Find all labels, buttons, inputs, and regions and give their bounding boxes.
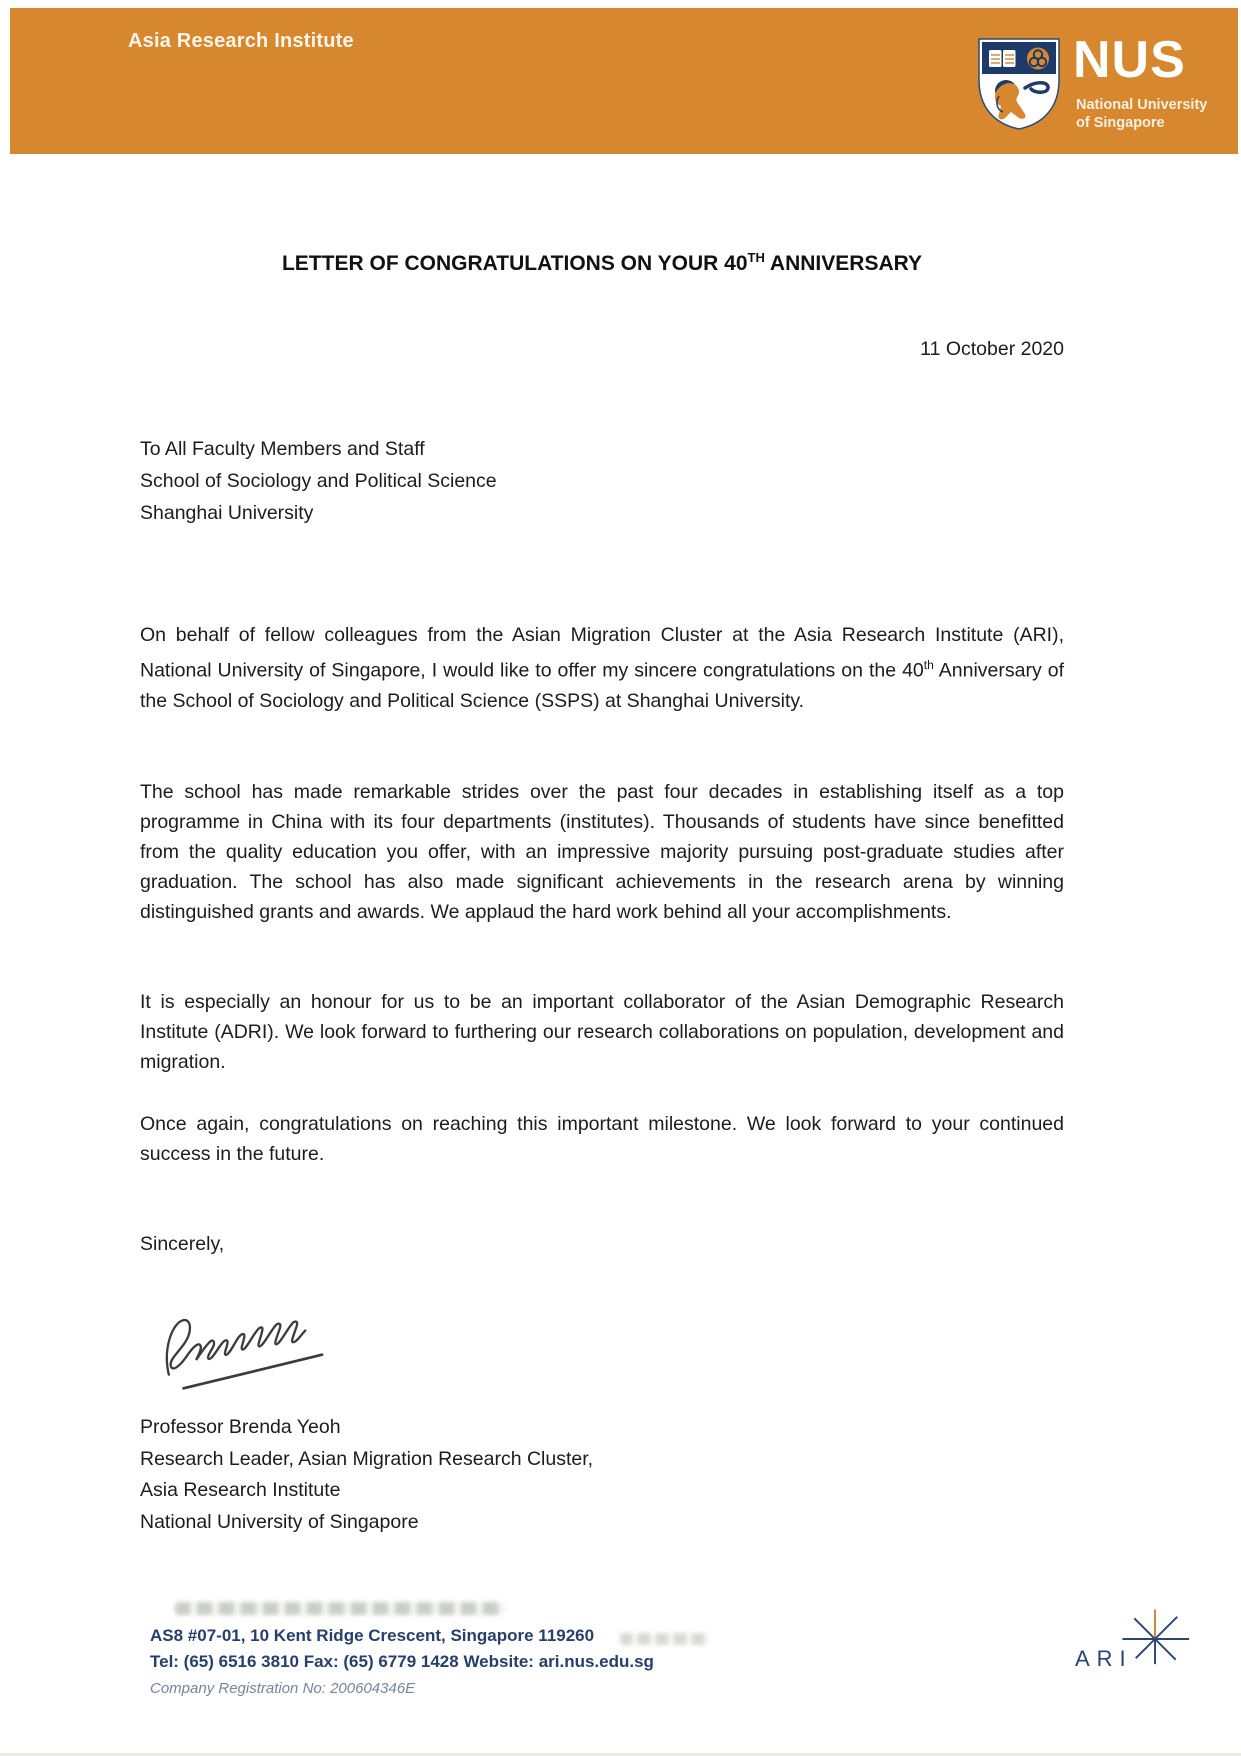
paragraph-1-tail: Anniversary of the School of Sociology and Political Science (SSPS) at Shanghai University.	[140, 659, 1064, 712]
scan-artifact	[175, 1602, 505, 1615]
signoff-university: National University of Singapore	[140, 1510, 419, 1533]
nus-name-line2: of Singapore	[1076, 115, 1165, 131]
ari-logo	[1060, 1598, 1230, 1718]
nus-name-line1: National University	[1076, 97, 1208, 113]
letter-title	[140, 250, 1064, 276]
paragraph-4: Once again, congratulations on reaching this important milestone. We look forward to your continued success in the future.	[140, 1113, 1064, 1165]
paragraph-3: It is especially an honour for us to be an important collaborator of the Asian Demographic Research Institute (ADRI). We look forward to furthering our research collaborations on population, development and migration.	[140, 991, 1064, 1073]
paragraph-1-superscript: th	[923, 658, 934, 672]
signoff-role: Research Leader, Asian Migration Research Cluster,	[140, 1447, 594, 1470]
nus-acronym: NUS	[1073, 31, 1186, 89]
nus-logo	[975, 31, 1241, 138]
footer-registration: Company Registration No: 200604346E	[150, 1680, 416, 1697]
header-banner	[10, 8, 1238, 154]
signoff-name: Professor Brenda Yeoh	[140, 1416, 341, 1438]
recipient-line: Shanghai University	[140, 502, 314, 524]
signature-image	[152, 1305, 362, 1395]
signoff-institute: Asia Research Institute	[140, 1479, 341, 1501]
paragraph-2: The school has made remarkable strides over the past four decades in establishing itself as a top programme in China with its four departments (institutes). Thousands of students have since benefitted from the quality education you offer, with an impressive majority pursuing post-graduate studies after graduation. The school has also made significant achievements in the research arena by winning distinguished grants and awards. We applaud the hard work behind all your accomplishments.	[140, 781, 1064, 923]
footer-address: AS8 #07-01, 10 Kent Ridge Crescent, Singapore 119260	[150, 1626, 595, 1645]
recipient-block	[140, 433, 497, 529]
signoff-block	[140, 1412, 593, 1538]
closing-salutation: Sincerely,	[140, 1233, 225, 1255]
letter-date: 11 October 2020	[920, 338, 1064, 360]
paragraph-1	[140, 620, 1064, 716]
letter-title-superscript: TH	[747, 250, 765, 265]
paragraph-1-text: On behalf of fellow colleagues from the Asian Migration Cluster at the Asia Research Institute (ARI), National University of Singapore, I would like to offer my sincere congratulations on the 40	[140, 624, 1064, 682]
footer-contact: Tel: (65) 6516 3810 Fax: (65) 6779 1428 Website: ari.nus.edu.sg	[150, 1652, 654, 1671]
scan-artifact	[620, 1633, 710, 1645]
institute-name: Asia Research Institute	[128, 30, 354, 52]
recipient-line: To All Faculty Members and Staff	[140, 438, 425, 460]
nus-shield-icon	[975, 36, 1063, 132]
letter-title-text: LETTER OF CONGRATULATIONS ON YOUR 40	[281, 252, 748, 275]
recipient-line: School of Sociology and Political Science	[140, 470, 497, 492]
ari-logo-text: ARI	[1075, 1646, 1133, 1671]
letter-title-tail: ANNIVERSARY	[764, 252, 923, 275]
